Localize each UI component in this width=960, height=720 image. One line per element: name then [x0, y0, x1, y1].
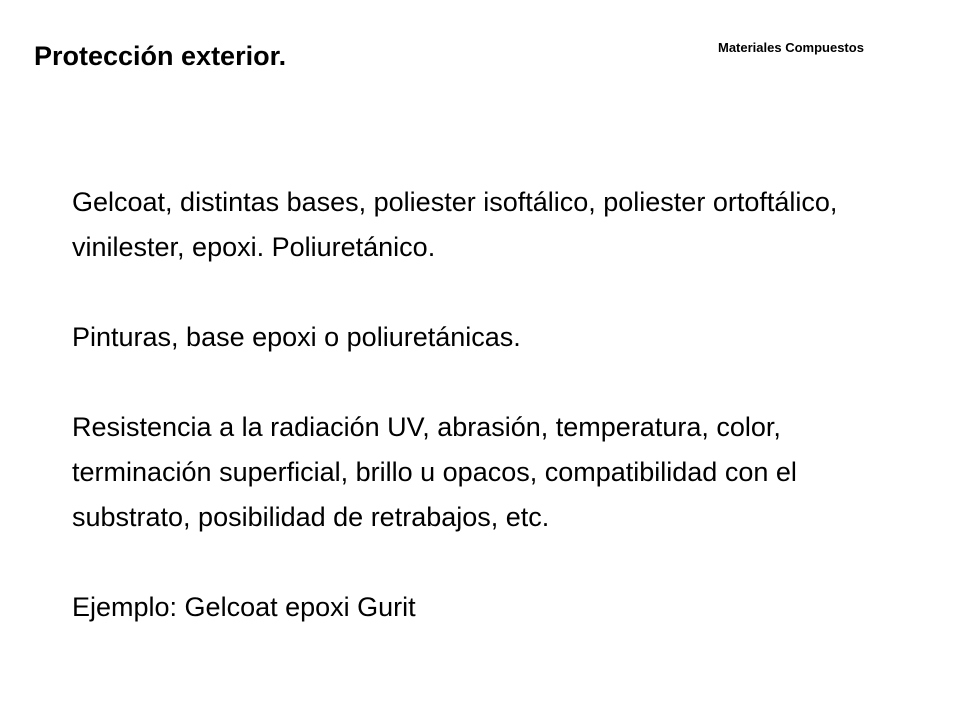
paragraph-requirements: Resistencia a la radiación UV, abrasión, temperatura, color, terminación superficial, brillo u opacos, compatibilidad con el substrato, posibilidad de retrabajos, etc.	[72, 412, 797, 532]
slide-title: Protección exterior.	[34, 41, 287, 71]
course-label: Materiales Compuestos	[718, 40, 864, 55]
paragraph-example: Ejemplo: Gelcoat epoxi Gurit	[72, 592, 416, 622]
paragraph-coatings: Gelcoat, distintas bases, poliester isoftálico, poliester ortoftálico, vinilester, epoxi. Poliuretánico.	[72, 187, 838, 262]
slide-body	[72, 180, 912, 630]
paragraph-paints: Pinturas, base epoxi o poliuretánicas.	[72, 322, 521, 352]
